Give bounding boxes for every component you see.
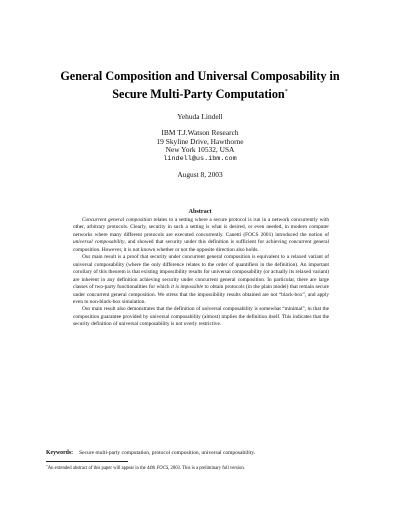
title-footnote-mark: *: [284, 89, 288, 95]
keywords-line: [46, 450, 366, 457]
title-line-2-text: Secure Multi-Party Computation: [112, 87, 285, 101]
footnote-run-0: *: [46, 464, 48, 468]
paper-date: August 8, 2003: [177, 170, 223, 179]
affiliation-org: IBM T.J.Watson Research: [161, 128, 239, 137]
affiliation-city: New York 10532, USA: [165, 145, 235, 155]
footnote-run-2: 44th FOCS: [146, 466, 169, 471]
abstract-paragraph-2: [73, 254, 329, 306]
abstract-paragraph-1-run-2: universal composability: [73, 239, 125, 246]
abstract-paragraph-1-run-1: relates to a setting where a secure protocol is run in a network concurrently with other, arbitrary protocols. Clearly, security in such a setting is what is desired, or even needed, in modern computer networks where many different protocols are executed concurrently. Canetti (FOCS 2001) introduced the notion of: [73, 217, 330, 238]
abstract-paragraph-1-run-0: Concurrent general composition: [82, 217, 152, 223]
abstract-paragraph-2-run-1: it is impossible: [170, 284, 204, 291]
keywords-label: Keywords:: [46, 450, 74, 456]
keywords-text: Secure multi-party computation, protocol composition, universal composability.: [79, 450, 256, 456]
footnote-run-3: , 2003. This is a preliminary full version.: [168, 466, 245, 471]
author-name: Yehuda Lindell: [177, 112, 223, 121]
abstract-heading: Abstract: [188, 208, 212, 215]
abstract-paragraph-3: [73, 306, 329, 328]
abstract-body: [73, 217, 329, 329]
abstract-paragraph-3-run-0: Our main result also demonstrates that the definition of universal composability is somewhat “minimal”, in that the composition guarantee provided by universal composability (almost) implies the definition itself. This indicates that the security definition of universal composability is not overly restrictive.: [73, 306, 329, 328]
title-line-1: General Composition and Universal Composability in: [60, 69, 340, 83]
abstract-paragraph-1: [73, 217, 329, 254]
footnote: [46, 463, 366, 472]
paper-title: [40, 68, 360, 102]
abstract-paragraph-2-run-0: Our main result is a proof that security under concurrent general composition is equivalent to a relaxed variant of universal composability (where the only difference relates to the order of quantifiers in the definition). An important corollary of this theorem is that existing impossibility results for universal composability (or actually its relaxed variant) are inherent in any definition achieving security under concurrent general composition. In particular, there are large classes of two-party functionalities for which: [73, 254, 329, 291]
abstract-paragraph-1-run-3: , and showed that security under this definition is sufficient for achieving concurrent general composition. However, it is not known whether or not the opposite direction also holds.: [73, 239, 329, 253]
footnote-rule: [46, 461, 128, 462]
author-affiliation: [0, 129, 400, 163]
author-email: lindell@us.ibm.com: [163, 154, 237, 163]
affiliation-street: 19 Skyline Drive, Hawthorne: [156, 136, 244, 146]
title-line-2: [40, 84, 360, 102]
footnote-run-1: An extended abstract of this paper will appear in the: [47, 466, 147, 471]
abstract-paragraph-2-run-2: to obtain protocols (in the plain model) that remain secure under concurrent general composition. We stress that the impossibility results obtained are not “black-box”, and apply even to non-black-box simulation.: [73, 284, 329, 305]
